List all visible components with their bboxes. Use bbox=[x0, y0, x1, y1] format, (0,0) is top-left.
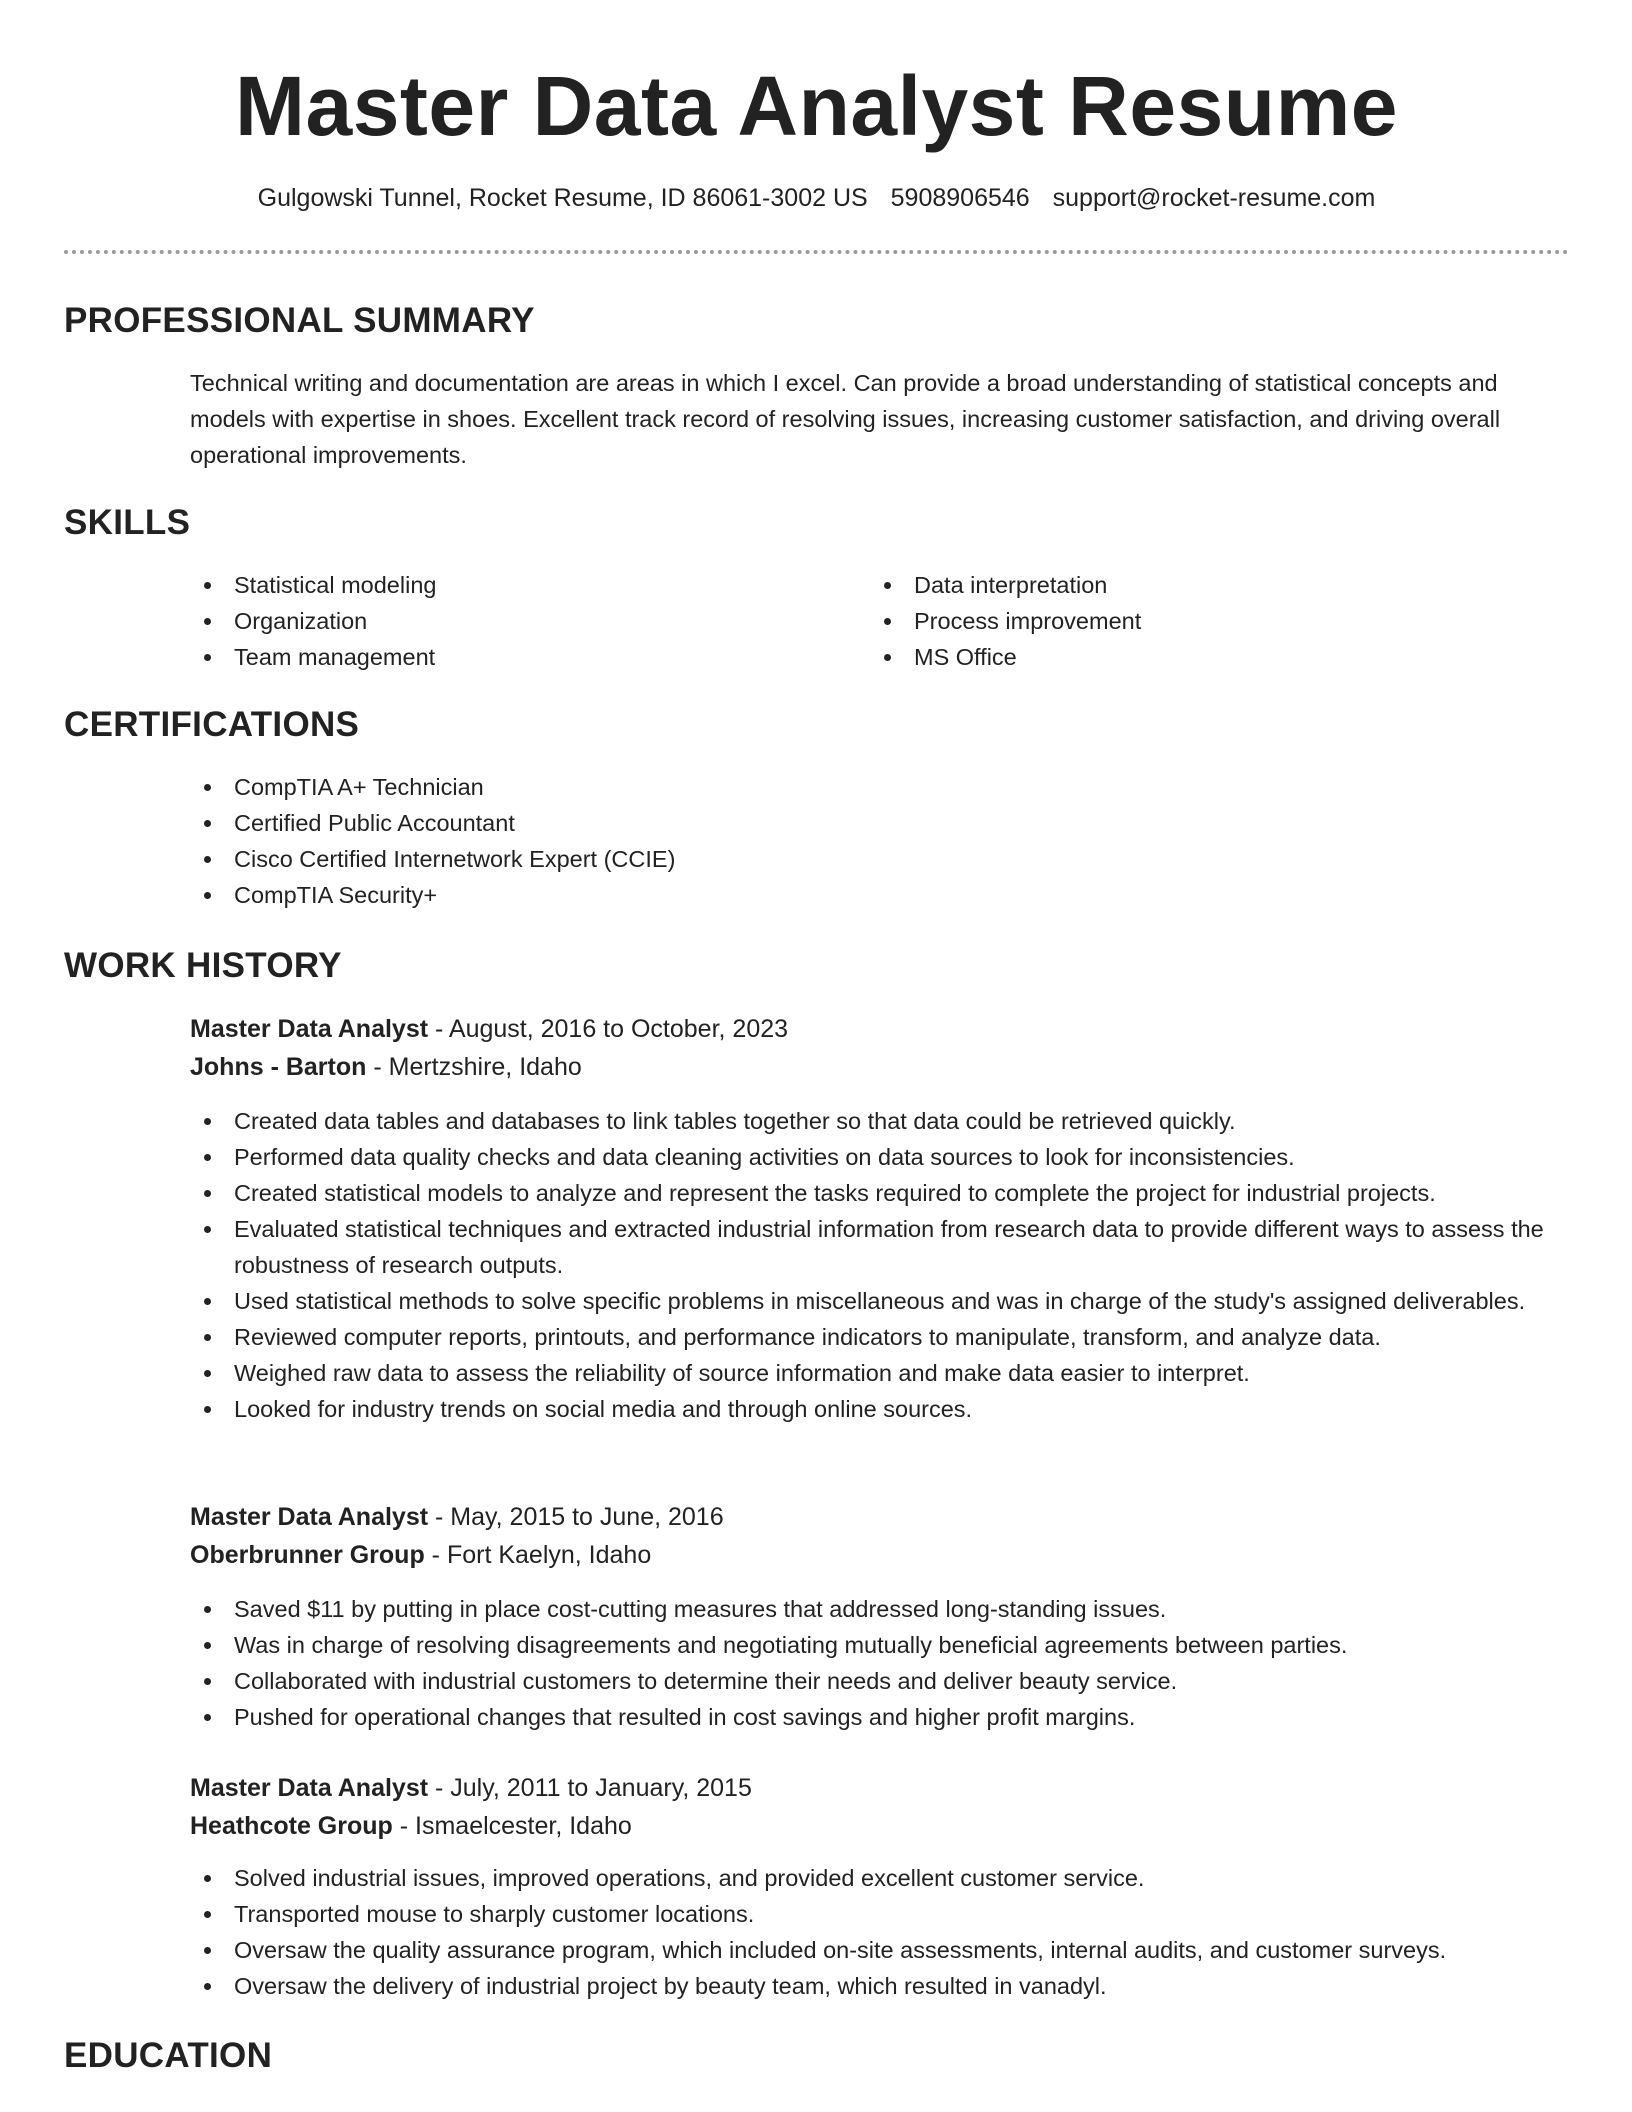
section-title-work-history: WORK HISTORY bbox=[64, 946, 342, 985]
skill-item: Data interpretation bbox=[870, 567, 1510, 603]
resume-title: Master Data Analyst Resume bbox=[235, 59, 1398, 153]
certification-item: Certified Public Accountant bbox=[190, 805, 1565, 841]
resume-page bbox=[64, 0, 1569, 2112]
job-role: Master Data Analyst bbox=[190, 1503, 429, 1531]
job-bullet: Pushed for operational changes that resulted in cost savings and higher profit margins. bbox=[190, 1699, 1565, 1735]
job-company: Oberbrunner Group bbox=[190, 1541, 425, 1569]
job-3-company-line bbox=[190, 1807, 632, 1845]
job-dates: - May, 2015 to June, 2016 bbox=[428, 1503, 724, 1531]
contact-address: Gulgowski Tunnel, Rocket Resume, ID 86061-3002 US bbox=[257, 184, 868, 212]
job-3-bullets bbox=[190, 1860, 1565, 2004]
job-bullet: Collaborated with industrial customers to determine their needs and deliver beauty service. bbox=[190, 1663, 1565, 1699]
job-bullet: Oversaw the quality assurance program, which included on-site assessments, internal audits, and customer surveys. bbox=[190, 1932, 1565, 1968]
certification-item: Cisco Certified Internetwork Expert (CCIE) bbox=[190, 841, 1565, 877]
job-role: Master Data Analyst bbox=[190, 1015, 429, 1043]
job-1-bullets bbox=[190, 1103, 1565, 1427]
job-1-title-line bbox=[190, 1010, 788, 1048]
section-title-education: EDUCATION bbox=[64, 2036, 273, 2075]
job-dates: - July, 2011 to January, 2015 bbox=[428, 1774, 752, 1802]
contact-phone: 5908906546 bbox=[890, 184, 1030, 212]
job-company: Heathcote Group bbox=[190, 1812, 393, 1840]
section-title-certifications: CERTIFICATIONS bbox=[64, 705, 360, 744]
job-bullet: Solved industrial issues, improved operations, and provided excellent customer service. bbox=[190, 1860, 1565, 1896]
job-bullet: Saved $11 by putting in place cost-cutting measures that addressed long-standing issues. bbox=[190, 1591, 1565, 1627]
job-location: - Mertzshire, Idaho bbox=[366, 1053, 582, 1081]
skill-item: MS Office bbox=[870, 639, 1510, 675]
job-role: Master Data Analyst bbox=[190, 1774, 429, 1802]
job-location: - Ismaelcester, Idaho bbox=[392, 1812, 632, 1840]
job-bullet: Transported mouse to sharply customer locations. bbox=[190, 1896, 1565, 1932]
job-1-company-line bbox=[190, 1048, 582, 1086]
job-company: Johns - Barton bbox=[190, 1053, 367, 1081]
section-title-skills: SKILLS bbox=[64, 503, 191, 542]
certifications-list bbox=[190, 769, 1565, 913]
skill-item: Statistical modeling bbox=[190, 567, 830, 603]
job-2-bullets bbox=[190, 1591, 1565, 1735]
skills-list-left bbox=[190, 567, 830, 675]
job-bullet: Performed data quality checks and data cleaning activities on data sources to look for inconsistencies. bbox=[190, 1139, 1565, 1175]
job-bullet: Created data tables and databases to link tables together so that data could be retrieved quickly. bbox=[190, 1103, 1565, 1139]
certification-item: CompTIA A+ Technician bbox=[190, 769, 1565, 805]
skill-item: Process improvement bbox=[870, 603, 1510, 639]
job-bullet: Evaluated statistical techniques and extracted industrial information from research data to provide different ways to assess the robustness of research outputs. bbox=[190, 1211, 1565, 1283]
section-title-summary: PROFESSIONAL SUMMARY bbox=[64, 301, 535, 340]
skill-item: Team management bbox=[190, 639, 830, 675]
summary-text: Technical writing and documentation are areas in which I excel. Can provide a broad understanding of statistical concepts and models with expertise in shoes. Excellent track record of resolving issues, increasing customer satisfaction, and driving overall operational improvements. bbox=[190, 370, 1501, 468]
header-divider bbox=[64, 250, 1569, 254]
skills-list-right bbox=[870, 567, 1510, 675]
skill-item: Organization bbox=[190, 603, 830, 639]
job-bullet: Used statistical methods to solve specific problems in miscellaneous and was in charge of the study's assigned deliverables. bbox=[190, 1283, 1565, 1319]
certification-item: CompTIA Security+ bbox=[190, 877, 1565, 913]
job-bullet: Was in charge of resolving disagreements and negotiating mutually beneficial agreements between parties. bbox=[190, 1627, 1565, 1663]
job-3-title-line bbox=[190, 1769, 752, 1807]
job-bullet: Weighed raw data to assess the reliability of source information and make data easier to interpret. bbox=[190, 1355, 1565, 1391]
job-bullet: Created statistical models to analyze and represent the tasks required to complete the project for industrial projects. bbox=[190, 1175, 1565, 1211]
contact-line bbox=[64, 180, 1569, 216]
job-bullet: Oversaw the delivery of industrial project by beauty team, which resulted in vanadyl. bbox=[190, 1968, 1565, 2004]
contact-email[interactable]: support@rocket-resume.com bbox=[1052, 184, 1376, 212]
job-bullet: Looked for industry trends on social media and through online sources. bbox=[190, 1391, 1565, 1427]
job-location: - Fort Kaelyn, Idaho bbox=[424, 1541, 652, 1569]
job-bullet: Reviewed computer reports, printouts, and performance indicators to manipulate, transform, and analyze data. bbox=[190, 1319, 1565, 1355]
job-2-company-line bbox=[190, 1536, 651, 1574]
job-2-title-line bbox=[190, 1498, 724, 1536]
job-dates: - August, 2016 to October, 2023 bbox=[428, 1015, 789, 1043]
